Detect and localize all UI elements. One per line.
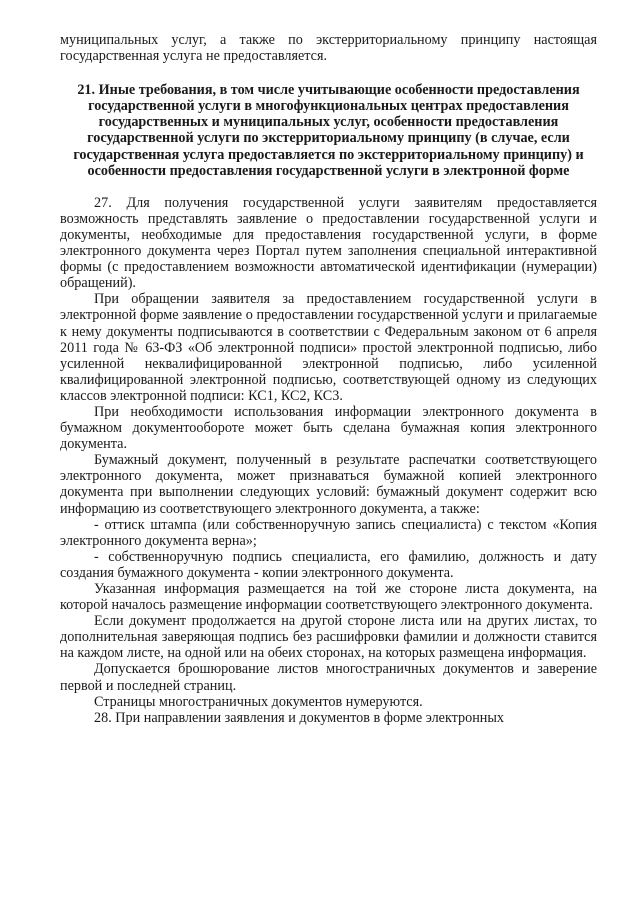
paragraph-placement: Указанная информация размещается на той же стороне листа документа, на которой началось размещение информации соответствующего электронного документа. <box>60 581 597 614</box>
paragraph-paper-copy-conditions: Бумажный документ, полученный в результате распечатки соответствующего электронного документа, может признаваться бумажной копией электронного документа при выполнении следующих условий: бумажный документ содержит всю информацию из соответствующего электронного документа, а также: <box>60 452 597 517</box>
list-item-signature: - собственноручную подпись специалиста, его фамилию, должность и дату создания бумажного документа - копии электронного документа. <box>60 548 597 581</box>
intro-paragraph-tail: муниципальных услуг, а также по экстерриториальному принципу настоящая государственная услуга не предоставляется. <box>60 32 597 65</box>
section-heading: 21. Иные требования, в том числе учитывающие особенности предоставления государственной услуги в многофункциональных центрах предоставления государственных и муниципальных услуг, особенности предоставления государственной услуги по экстерриториальному принципу (в случае, если государственная услуга предоставляется по экстерриториальному принципу) и особенности предоставления государственной услуги в электронной форме <box>73 82 584 179</box>
document-page <box>60 32 597 726</box>
paragraph-28-start: 28. При направлении заявления и документов в форме электронных <box>94 709 505 726</box>
paragraph-signature-requirements: При обращении заявителя за предоставлением государственной услуги в электронной форме заявление о предоставлении государственной услуги и прилагаемые к нему документы подписываются в соответствии с Федеральным законом от 6 апреля 2011 года № 63-ФЗ «Об электронной подписи» простой электронной подписью, либо усиленной неквалифицированной электронной подписью, либо усиленной квалифицированной электронной подписью, соответствующей одному из следующих классов электронной подписи: КС1, КС2, КС3. <box>60 291 597 404</box>
paragraph-paper-copy: При необходимости использования информации электронного документа в бумажном документообороте может быть сделана бумажная копия электронного документа. <box>60 403 597 453</box>
paragraph-binding: Допускается брошюрование листов многостраничных документов и заверение первой и последней страниц. <box>60 661 597 694</box>
paragraph-numbering: Страницы многостраничных документов нумеруются. <box>94 693 423 710</box>
list-item-stamp: - оттиск штампа (или собственноручную запись специалиста) с текстом «Копия электронного документа верна»; <box>60 516 597 549</box>
paragraph-continuation: Если документ продолжается на другой стороне листа или на других листах, то дополнительная заверяющая подпись без расшифровки фамилии и должности ставится на каждом листе, на одной или на обеих сторонах, на которых размещена информация. <box>60 613 597 662</box>
paragraph-27: 27. Для получения государственной услуги заявителям предоставляется возможность представлять заявление о предоставлении государственной услуги и документы, необходимые для предоставления государственной услуги, в форме электронного документа через Портал путем заполнения специальной интерактивной формы (с предоставлением возможности автоматической идентификации (нумерации) обращений). <box>60 194 597 292</box>
